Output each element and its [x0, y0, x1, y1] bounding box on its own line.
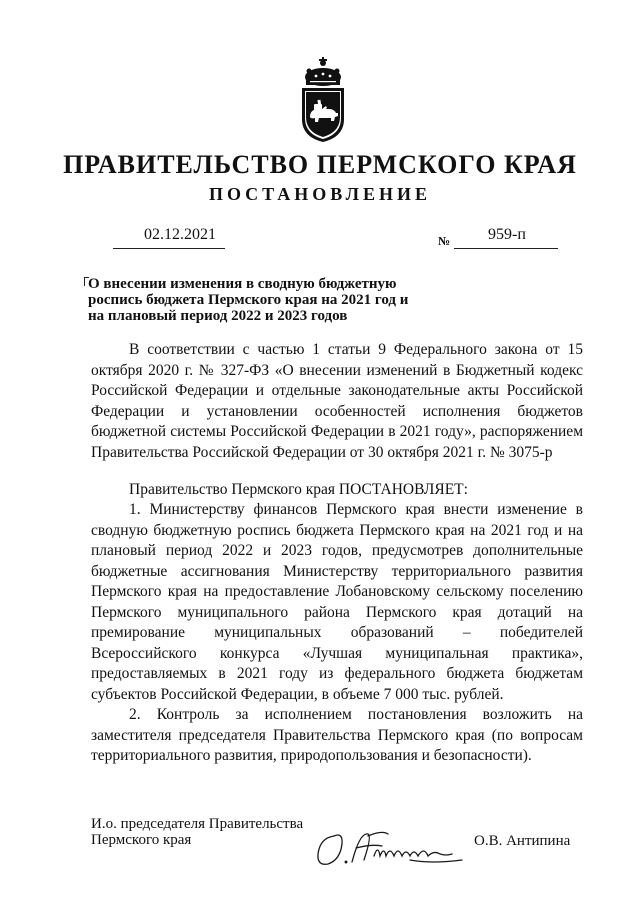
signatory-position: [91, 816, 303, 848]
subject-bracket: [84, 277, 89, 286]
item-1-paragraph: 1. Министерству финансов Пермского края внести изменение в сводную бюджетную роспись бюджета Пермского края на 2021 год и на плановый период 2022 и 2023 годов, предусмотрев дополнительные бюджетные ассигнования Министерству территориального развития Пермского края на предоставление Лобановскому сельскому поселению Пермского муниципального района Пермского края дотаций на премирование муниципальных образований – победителей Всероссийского конкурса «Лучшая муниципальная практика», предоставляемых в 2021 году из федерального бюджета бюджетам субъектов Российской Федерации, в объеме 7 000 тыс. рублей.: [91, 501, 583, 703]
preamble-paragraph: В соответствии с частью 1 статьи 9 Федерального закона от 15 октября 2020 г. № 327-ФЗ «О внесении изменений в Бюджетный кодекс Российской Федерации и отдельные законодательные акты Российской Федерации и установлении особенностей исполнения бюджетов бюджетной системы Российской Федерации в 2021 году», распоряжением Правительства Российской Федерации от 30 октября 2021 г. № 3075-р: [91, 341, 583, 461]
government-title: ПРАВИТЕЛЬСТВО ПЕРМСКОГО КРАЯ: [63, 150, 577, 179]
subject-text: О внесении изменения в сводную бюджетную роспись бюджета Пермского края на 2021 год и на плановый период 2022 и 2023 годов: [88, 276, 409, 324]
number-underline: [454, 248, 558, 249]
item-2-paragraph: 2. Контроль за исполнением постановления возложить на заместителя председателя Правительства Пермского края (по вопросам территориального развития, природопользования и безопасности).: [91, 706, 583, 764]
resolves-line: Правительство Пермского края ПОСТАНОВЛЯЕТ:: [129, 481, 468, 498]
document-type: ПОСТАНОВЛЕНИЕ: [208, 184, 432, 204]
document-number: 959-п: [488, 226, 526, 243]
perm-krai-coat-of-arms-icon: [296, 55, 350, 143]
document-subject: [88, 276, 418, 324]
number-mark: №: [438, 234, 451, 248]
signatory-position-line1: И.о. председателя Правительства: [91, 816, 304, 832]
signer-name: О.В. Антипина: [474, 833, 571, 849]
date-underline: [113, 248, 225, 249]
document-date: 02.12.2021: [144, 226, 216, 243]
signatory-position-line2: Пермского края: [91, 832, 192, 848]
handwritten-signature: [312, 826, 482, 870]
